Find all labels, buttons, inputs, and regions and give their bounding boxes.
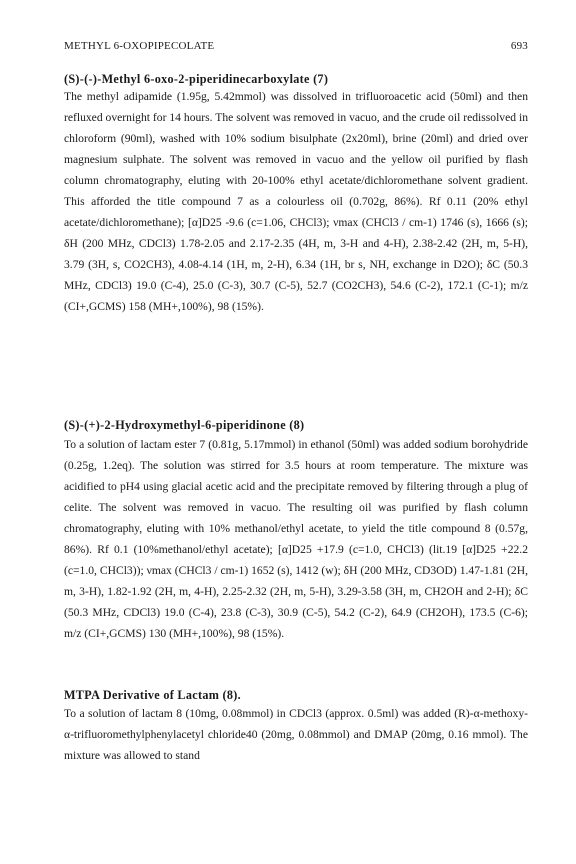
section-body-compound-7: The methyl adipamide (1.95g, 5.42mmol) was dissolved in trifluoroacetic acid (50ml) and then refluxed overnight for 14 hours. The solvent was removed in vacuo, and the crude oil redissolved in chloroform (90ml), washed with 10% sodium bisulphate (2x20ml), brine (20ml) and dried over magnesium sulphate. The solvent was removed in vacuo and the yellow oil purified by flash column chromatography, eluting with 20-100% ethyl acetate/dichloromethane solvent gradient. This afforded the title compound 7 as a colourless oil (0.702g, 86%). Rf 0.11 (20% ethyl acetate/dichloromethane); [α]D25 -9.6 (c=1.06, CHCl3); νmax (CHCl3 / cm-1) 1746 (s), 1666 (s); δH (200 MHz, CDCl3) 1.78-2.05 and 2.17-2.35 (4H, m, 3-H and 4-H), 2.38-2.42 (2H, m, 5-H), 3.79 (3H, s, CO2CH3), 4.08-4.14 (1H, m, 2-H), 6.34 (1H, br s, NH, exchange in D2O); δC (50.3 MHz, CDCl3) 19.0 (C-4), 25.0 (C-3), 30.7 (C-5), 52.7 (CO2CH3), 54.6 (C-2), 172.1 (C-1); m/z (CI+,GCMS) 158 (MH+,100%), 98 (15%).	[64, 90, 528, 313]
section-heading-compound-7: (S)-(-)-Methyl 6-oxo-2-piperidinecarboxylate (7)	[64, 72, 329, 86]
section-heading-mtpa: MTPA Derivative of Lactam (8).	[64, 688, 241, 702]
section-body-mtpa: To a solution of lactam 8 (10mg, 0.08mmol) in CDCl3 (approx. 0.5ml) was added (R)-α-methoxy-α-trifluoromethylphenylacetyl chloride40 (20mg, 0.08mmol) and DMAP (20mg, 0.16 mmol). The mixture was allowed to stand	[64, 707, 528, 762]
section-body-compound-8: To a solution of lactam ester 7 (0.81g, 5.17mmol) in ethanol (50ml) was added sodium borohydride (0.25g, 1.2eq). The solution was stirred for 3.5 hours at room temperature. The mixture was acidified to pH4 using glacial acetic acid and the precipitate removed by filtering through a plug of celite. The solvent was removed in vacuo. The resulting oil was purified by flash column chromatography, eluting with 10% methanol/ethyl acetate, to yield the title compound 8 (0.57g, 86%). Rf 0.1 (10%methanol/ethyl acetate); [α]D25 +17.9 (c=1.0, CHCl3) (lit.19 [α]D25 +22.2 (c=1.0, CHCl3)); νmax (CHCl3 / cm-1) 1652 (s), 1412 (w); δH (200 MHz, CD3OD) 1.47-1.81 (2H, m, 3-H), 1.82-1.92 (2H, m, 4-H), 2.25-2.32 (2H, m, 5-H), 3.29-3.58 (3H, m, CH2OH and 2-H); δC (50.3 MHz, CDCl3) 19.0 (C-4), 23.8 (C-3), 30.9 (C-5), 54.2 (C-2), 64.9 (CH2OH), 173.5 (C-6); m/z (CI+,GCMS) 130 (MH+,100%), 98 (15%).	[64, 438, 528, 640]
page-number: 693	[510, 40, 528, 52]
running-title: METHYL 6-OXOPIPECOLATE	[64, 40, 215, 52]
section-heading-compound-8: (S)-(+)-2-Hydroxymethyl-6-piperidinone (8)	[64, 418, 305, 432]
running-header	[64, 40, 528, 56]
